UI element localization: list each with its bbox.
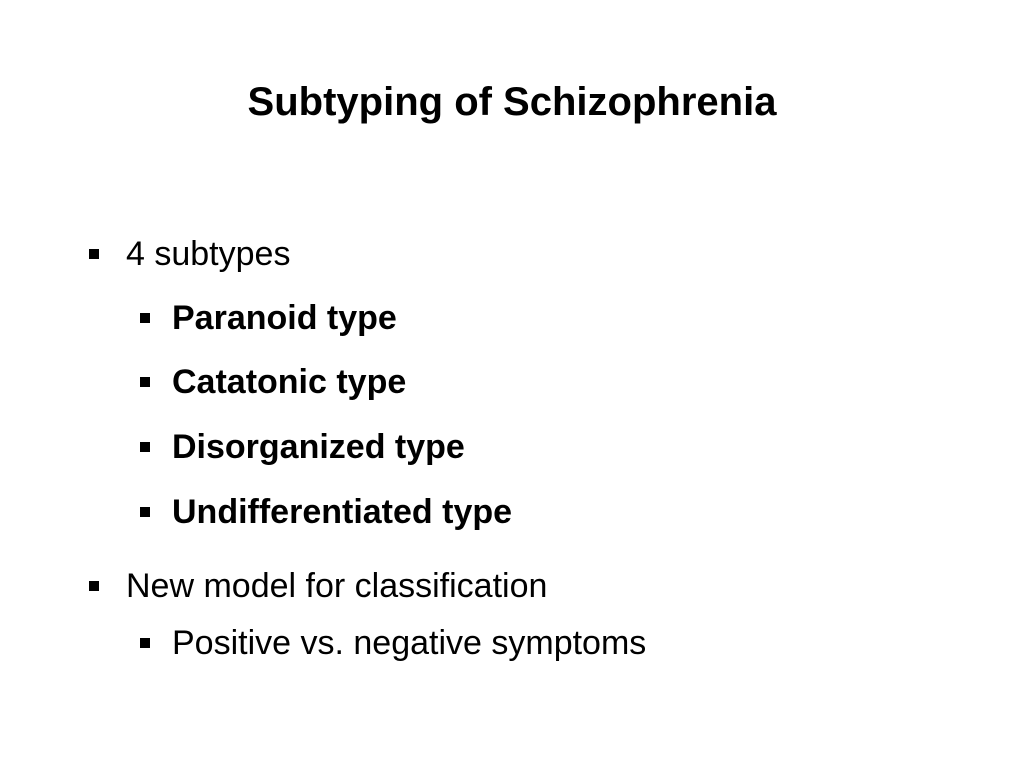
sub-bullet-text: Positive vs. negative symptoms (172, 624, 647, 662)
square-bullet-icon (140, 442, 150, 452)
sub-bullet-text: Catatonic type (172, 363, 407, 401)
sub-bullet-text: Disorganized type (172, 428, 465, 466)
square-bullet-icon (89, 249, 99, 259)
slide-title: Subtyping of Schizophrenia (247, 80, 777, 124)
square-bullet-icon (140, 313, 150, 323)
sub-bullet-text: Undifferentiated type (172, 493, 513, 531)
square-bullet-icon (140, 377, 150, 387)
bullet-text: 4 subtypes (126, 235, 291, 273)
square-bullet-icon (89, 581, 99, 591)
square-bullet-icon (140, 507, 150, 517)
sub-bullet-text: Paranoid type (172, 299, 397, 337)
square-bullet-icon (140, 638, 150, 648)
bullet-text: New model for classification (126, 567, 548, 605)
